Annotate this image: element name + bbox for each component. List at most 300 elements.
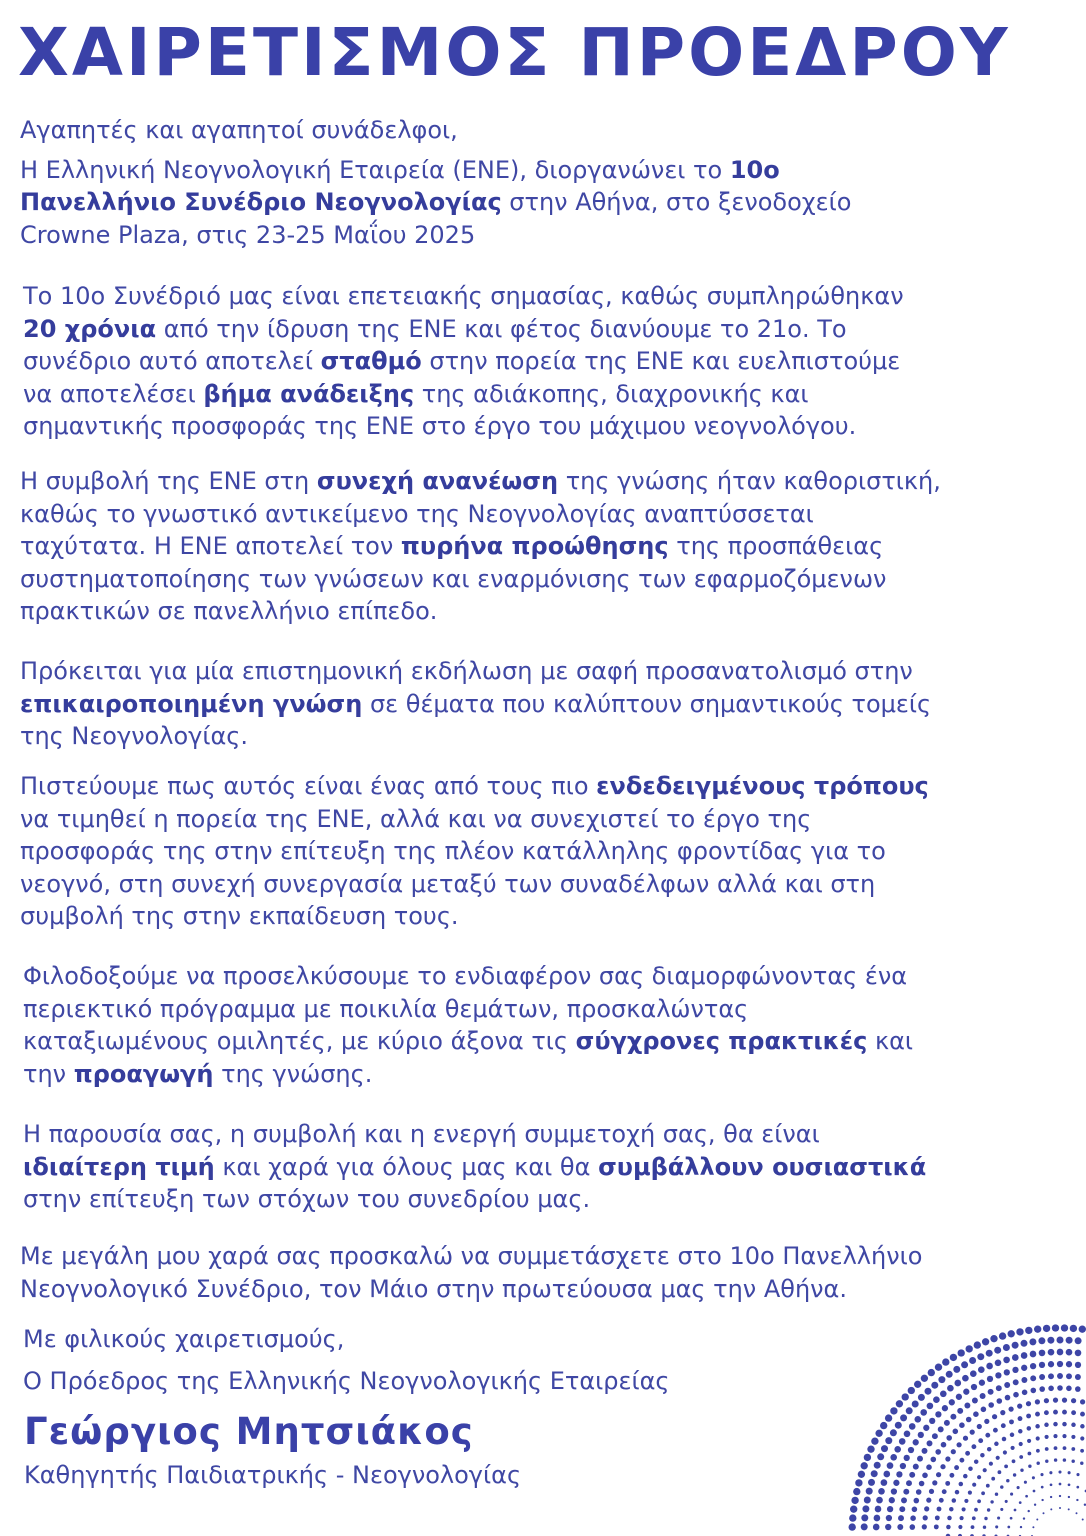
ornament-dot: [959, 1482, 964, 1487]
ornament-dot: [1036, 1436, 1040, 1440]
ornament-dot: [910, 1515, 916, 1521]
ornament-dot: [1027, 1426, 1032, 1431]
ornament-dot: [929, 1489, 934, 1494]
ornament-dot: [1012, 1459, 1016, 1463]
ornament-dot: [1080, 1436, 1084, 1440]
ornament-dot: [1009, 1419, 1014, 1424]
ornament-dot: [1026, 1414, 1031, 1419]
ornament-dot: [900, 1463, 906, 1469]
ornament-dot: [1075, 1362, 1081, 1368]
ornament-dot: [895, 1422, 902, 1429]
ornament-dot: [1045, 1459, 1048, 1462]
ornament-dot: [896, 1400, 903, 1407]
ornament-dot: [953, 1366, 960, 1373]
ornament-dot: [1021, 1365, 1027, 1371]
ornament-dot: [1076, 1499, 1078, 1501]
ornament-dot: [935, 1411, 941, 1417]
ornament-dot: [1007, 1526, 1010, 1529]
ornament-dot: [981, 1407, 987, 1413]
ornament-dot: [880, 1422, 887, 1429]
ornament-dot: [1041, 1486, 1044, 1489]
ornament-dot: [983, 1468, 987, 1472]
ornament-dot: [914, 1381, 921, 1388]
ornament-dot: [920, 1409, 927, 1416]
ornament-dot: [958, 1525, 962, 1529]
ornament-dot: [1036, 1519, 1038, 1521]
ornament-dot: [945, 1456, 950, 1461]
ornament-dot: [891, 1488, 897, 1494]
ornament-dot: [965, 1451, 970, 1456]
ornament-dot: [1052, 1324, 1059, 1331]
ornament-dot: [885, 1524, 891, 1530]
ornament-dot: [1071, 1435, 1075, 1439]
ornament-dot: [1080, 1424, 1085, 1429]
ornament-dot: [883, 1471, 890, 1478]
ornament-dot: [1008, 1330, 1015, 1337]
ornament-dot: [998, 1470, 1002, 1474]
ornament-dot: [897, 1524, 903, 1530]
ornament-dot: [974, 1508, 978, 1512]
ornament-dot: [971, 1444, 976, 1449]
ornament-dot: [867, 1446, 874, 1453]
ornament-dot: [1019, 1442, 1023, 1446]
ornament-dot: [1066, 1386, 1072, 1392]
ornament-dot: [1057, 1337, 1064, 1344]
ornament-dot: [1080, 1449, 1084, 1453]
ornament-dot: [1054, 1446, 1058, 1450]
ornament-dot: [1028, 1464, 1031, 1467]
ornament-dot: [966, 1345, 973, 1352]
ornament-dot: [984, 1517, 987, 1520]
paragraph-scientific-event: Πρόκειται για μία επιστημονική εκδήλωση με σαφή προσανατολισμό στην επικαιροποιημένη γνώση σε θέματα που καλύπτουν σημαντικούς τομείς της Νεογνολογίας.: [20, 657, 932, 750]
ornament-dot: [1053, 1410, 1058, 1415]
ornament-dot: [1075, 1350, 1082, 1357]
ornament-dot: [925, 1388, 932, 1395]
ornament-dot: [932, 1480, 937, 1485]
ornament-dot: [901, 1497, 907, 1503]
ornament-dot: [927, 1403, 934, 1410]
ornament-dot: [922, 1473, 928, 1479]
ornament-dot: [1047, 1337, 1054, 1344]
ornament-dot: [1003, 1344, 1010, 1351]
signature-role: Καθηγητής Παιδιατρικής - Νεογνολογίας: [24, 1461, 522, 1489]
ornament-dot: [962, 1375, 969, 1382]
ornament-dot: [942, 1405, 948, 1411]
ornament-dot: [933, 1396, 940, 1403]
ornament-dot: [999, 1332, 1006, 1339]
ornament-dot: [1004, 1382, 1010, 1388]
ornament-dot: [1048, 1361, 1054, 1367]
ornament-dot: [986, 1363, 993, 1370]
ornament-dot: [1019, 1501, 1022, 1504]
page-title: ΧΑΙΡΕΤΙΣΜΟΣ ΠΡΟΕΔΡΟΥ: [18, 14, 1011, 91]
ornament-dot: [877, 1453, 884, 1460]
ornament-dot: [861, 1523, 868, 1530]
ornament-dot: [1010, 1493, 1013, 1496]
ornament-dot: [864, 1454, 871, 1461]
ornament-dot: [922, 1448, 928, 1454]
ornament-dot: [954, 1465, 959, 1470]
ornament-dot: [1032, 1476, 1035, 1479]
ornament-dot: [881, 1479, 888, 1486]
ornament-dot: [1076, 1512, 1078, 1514]
ornament-dot: [981, 1491, 985, 1495]
ornament-dot: [1054, 1458, 1057, 1461]
ornament-dot: [1039, 1362, 1045, 1368]
ornament-dot: [1016, 1328, 1023, 1335]
intro-block: [20, 114, 1070, 251]
ornament-dot: [926, 1497, 931, 1502]
ornament-dot: [971, 1525, 975, 1529]
ornament-dot: [1039, 1350, 1046, 1357]
ornament-dot: [954, 1380, 961, 1387]
ornament-dot: [890, 1407, 897, 1414]
ornament-dot: [978, 1366, 985, 1373]
ornament-dot: [1059, 1507, 1061, 1509]
ornament-dot: [928, 1369, 935, 1376]
ornament-dot: [1076, 1473, 1079, 1476]
intro-line-3: Crowne Plaza, στις 23-25 Μαΐου 2025: [20, 220, 476, 249]
ornament-dot: [1030, 1351, 1037, 1358]
ornament-dot: [1066, 1361, 1072, 1367]
ornament-dot: [1059, 1483, 1062, 1486]
ornament-dot: [1020, 1526, 1022, 1528]
ornament-dot: [850, 1506, 857, 1513]
ornament-dot: [910, 1524, 916, 1530]
ornament-dot: [996, 1385, 1002, 1391]
ornament-dot: [944, 1420, 950, 1426]
ornament-dot: [977, 1424, 982, 1429]
ornament-dot: [949, 1473, 954, 1478]
ornament-dot: [945, 1481, 950, 1486]
ornament-dot: [887, 1506, 893, 1512]
ornament-dot: [1014, 1509, 1017, 1512]
ornament-dot: [1068, 1471, 1071, 1474]
ornament-dot: [889, 1497, 895, 1503]
ornament-dot: [1044, 1410, 1049, 1415]
ornament-dot: [1075, 1386, 1081, 1392]
ornament-dot: [858, 1471, 865, 1478]
ornament-dot: [1000, 1410, 1005, 1415]
ornament-dot: [980, 1393, 986, 1399]
ornament-dot: [1079, 1326, 1086, 1333]
ornament-dot: [894, 1446, 901, 1453]
ornament-dot: [1036, 1461, 1039, 1464]
ornament-dot: [861, 1514, 868, 1521]
ornament-dot: [1043, 1512, 1045, 1514]
ornament-dot: [969, 1357, 976, 1364]
ornament-dot: [912, 1401, 919, 1408]
ornament-dot: [946, 1435, 952, 1441]
paragraph-program: Φιλοδοξούμε να προσελκύσουμε το ενδιαφέρον σας διαμορφώνοντας ένα περιεκτικό πρόγραμμα με ποικιλία θεμάτων, προσκαλώντας καταξιωμένους ομιλητές, με κύριο άξονα τις σύγχρονες πρακτικές και την προαγωγή της γνώσης.: [23, 962, 914, 1088]
ornament-dot: [995, 1359, 1002, 1366]
ornament-dot: [994, 1442, 999, 1447]
ornament-dot: [988, 1402, 994, 1408]
ornament-dot: [959, 1458, 964, 1463]
ornament-dot: [961, 1361, 968, 1368]
ornament-dot: [1005, 1395, 1011, 1401]
ornament-dot: [949, 1399, 955, 1405]
ornament-dot: [899, 1438, 906, 1445]
ornament-dot: [1033, 1490, 1036, 1493]
ornament-dot: [977, 1499, 981, 1503]
ornament-dot: [939, 1498, 944, 1503]
ornament-dot: [1028, 1452, 1032, 1456]
ornament-dot: [1004, 1465, 1008, 1469]
ornament-dot: [942, 1358, 949, 1365]
ornament-dot: [968, 1466, 973, 1471]
ornament-dot: [1002, 1437, 1007, 1442]
ornament-dot: [873, 1524, 880, 1531]
ornament-dot: [1001, 1423, 1006, 1428]
ornament-dot: [1012, 1354, 1019, 1361]
ornament-dot: [986, 1484, 990, 1488]
ornament-dot: [950, 1414, 956, 1420]
ornament-dot: [941, 1442, 947, 1448]
dotted-arc-ornament-icon: [740, 1300, 1086, 1536]
ornament-dot: [876, 1497, 883, 1504]
ornament-dot: [1039, 1374, 1045, 1380]
ornament-dot: [1013, 1473, 1016, 1476]
ornament-dot: [890, 1429, 897, 1436]
ornament-dot: [963, 1474, 968, 1479]
ornament-dot: [974, 1341, 981, 1348]
ornament-dot: [899, 1506, 905, 1512]
ornament-dot: [936, 1472, 941, 1477]
ornament-dot: [893, 1480, 899, 1486]
paragraph-contribution: Η συμβολή της ΕΝΕ στη συνεχή ανανέωση της γνώσης ήταν καθοριστική, καθώς το γνωστικό αντικείμενο της Νεογνολογίας αναπτύσσεται ταχύτατα. Η ΕΝΕ αποτελεί τον πυρήνα προώθησης της προσπάθειας συστηματοποίησης των γνώσεων και εναρμόνισης των εφαρμοζόμενων πρακτικών σε πανελλήνιο επίπεδο.: [20, 467, 941, 625]
ornament-dot: [1061, 1324, 1068, 1331]
ornament-dot: [1050, 1496, 1052, 1498]
ornament-dot: [909, 1472, 915, 1478]
ornament-dot: [990, 1335, 997, 1342]
ornament-dot: [1063, 1458, 1066, 1461]
ornament-dot: [929, 1418, 935, 1424]
ornament-dot: [913, 1439, 919, 1445]
ornament-dot: [982, 1338, 989, 1345]
closing-regards: Με φιλικούς χαιρετισμούς,: [23, 1325, 345, 1353]
ornament-dot: [1076, 1486, 1079, 1489]
ornament-dot: [866, 1488, 873, 1495]
ornament-dot: [904, 1430, 911, 1437]
ornament-dot: [1030, 1363, 1036, 1369]
ornament-dot: [938, 1376, 945, 1383]
ornament-dot: [987, 1508, 990, 1511]
ornament-dot: [946, 1371, 953, 1378]
ornament-dot: [864, 1497, 871, 1504]
ornament-dot: [1035, 1399, 1040, 1404]
ornament-dot: [851, 1497, 858, 1504]
ornament-dot: [921, 1375, 928, 1382]
ornament-dot: [926, 1464, 932, 1470]
ornament-dot: [1003, 1450, 1007, 1454]
ornament-dot: [996, 1456, 1000, 1460]
ornament-dot: [1049, 1471, 1052, 1474]
ornament-dot: [970, 1429, 975, 1434]
ornament-dot: [881, 1445, 888, 1452]
ornament-dot: [972, 1483, 976, 1487]
ornament-dot: [997, 1398, 1003, 1404]
ornament-dot: [1080, 1412, 1085, 1417]
ornament-dot: [1005, 1500, 1008, 1503]
ornament-dot: [989, 1462, 993, 1466]
ornament-dot: [979, 1380, 985, 1386]
ornament-dot: [986, 1350, 993, 1357]
ornament-dot: [1071, 1398, 1076, 1403]
intro-line-1: Η Ελληνική Νεογνολογική Εταιρεία (ΕΝΕ), διοργανώνει το 10ο: [20, 155, 780, 184]
ornament-dot: [1063, 1446, 1067, 1450]
ornament-dot: [972, 1516, 976, 1520]
ornament-dot: [985, 1433, 990, 1438]
ornament-dot: [923, 1425, 929, 1431]
ornament-dot: [1066, 1337, 1073, 1344]
paragraph-belief: Πιστεύουμε πως αυτός είναι ένας από τους πιο ενδεδειγμένους τρόπους να τιμηθεί η πορεία της ΕΝΕ, αλλά και να συνεχιστεί το έργο της προσφοράς της στην επίτευξη της πλέον κατάλληλης φροντίδας για το νεογνό, στη συνεχή συνεργασία μεταξύ των συναδέλφων αλλά και στη συμβολή της στην εκπαίδευση τους.: [20, 772, 929, 930]
ornament-dot: [990, 1500, 993, 1503]
ornament-dot: [938, 1426, 944, 1432]
ornament-dot: [1058, 1470, 1061, 1473]
ornament-dot: [1044, 1423, 1049, 1428]
ornament-dot: [887, 1462, 894, 1469]
ornament-dot: [953, 1429, 959, 1435]
signature-name: Γεώργιος Μητσιάκος: [24, 1410, 474, 1453]
ornament-dot: [956, 1442, 961, 1447]
ornament-dot: [1000, 1485, 1003, 1488]
ornament-dot: [917, 1456, 923, 1462]
ornament-dot: [862, 1505, 869, 1512]
ornament-dot: [1062, 1434, 1066, 1438]
ornament-dot: [991, 1477, 995, 1481]
ornament-dot: [940, 1390, 947, 1397]
ornament-dot: [995, 1525, 998, 1528]
paragraph-participation: Η παρουσία σας, η συμβολή και η ενεργή συμμετοχή σας, θα είναι ιδιαίτερη τιμή και χαρά για όλους μας και θα συμβάλλουν ουσιαστικά στην επίτευξη των στόχων του συνεδρίου μας.: [23, 1120, 927, 1213]
ornament-dot: [1023, 1517, 1025, 1519]
ornament-dot: [1006, 1479, 1009, 1482]
ornament-dot: [874, 1462, 881, 1469]
ornament-dot: [1031, 1388, 1037, 1394]
ornament-dot: [995, 1372, 1001, 1378]
ornament-dot: [1071, 1459, 1074, 1462]
ornament-dot: [1028, 1510, 1030, 1512]
ornament-dot: [1053, 1434, 1057, 1438]
ornament-dot: [849, 1514, 856, 1521]
ornament-dot: [924, 1506, 929, 1511]
ornament-dot: [1053, 1422, 1058, 1427]
ornament-dot: [947, 1385, 954, 1392]
ornament-dot: [913, 1464, 919, 1470]
ornament-dot: [1075, 1374, 1081, 1380]
ornament-dot: [937, 1507, 942, 1512]
ornament-dot: [853, 1488, 860, 1495]
ornament-dot: [1062, 1422, 1067, 1427]
ornament-dot: [1080, 1461, 1083, 1464]
ornament-dot: [1071, 1410, 1076, 1415]
ornament-dot: [1019, 1455, 1023, 1459]
ornament-dot: [1021, 1340, 1028, 1347]
ornament-dot: [977, 1353, 984, 1360]
ornament-dot: [1021, 1377, 1027, 1383]
ornament-dot: [922, 1524, 927, 1529]
ornament-dot: [927, 1440, 933, 1446]
paragraph-invitation: Με μεγάλη μου χαρά σας προσκαλώ να συμμετάσχετε στο 10ο Πανελλήνιο Νεογνολογικό Συνέδριο, τον Μάιο στην πρωτεύουσα μας την Αθήνα.: [20, 1242, 923, 1303]
ornament-dot: [1020, 1468, 1023, 1471]
ornament-dot: [958, 1349, 965, 1356]
ornament-dot: [1029, 1338, 1036, 1345]
ornament-dot: [1043, 1325, 1050, 1332]
ornament-dot: [931, 1457, 937, 1463]
ornament-dot: [849, 1523, 856, 1530]
ornament-dot: [970, 1370, 977, 1377]
ornament-dot: [875, 1506, 882, 1513]
ornament-dot: [1080, 1399, 1085, 1404]
ornament-dot: [908, 1387, 915, 1394]
ornament-dot: [931, 1382, 938, 1389]
ornament-dot: [1017, 1403, 1022, 1408]
ornament-dot: [980, 1453, 985, 1458]
ornament-dot: [923, 1515, 928, 1520]
ornament-dot: [1048, 1386, 1054, 1392]
ornament-dot: [966, 1417, 972, 1423]
ornament-dot: [1066, 1349, 1073, 1356]
ornament-dot: [1048, 1349, 1055, 1356]
ornament-dot: [962, 1507, 966, 1511]
ornament-dot: [955, 1490, 960, 1495]
ornament-dot: [1013, 1379, 1019, 1385]
ornament-dot: [871, 1438, 878, 1445]
ornament-dot: [1041, 1499, 1043, 1501]
ornament-dot: [1044, 1398, 1049, 1403]
ornament-dot: [1030, 1375, 1036, 1381]
ornament-dot: [992, 1414, 997, 1419]
ornament-dot: [1048, 1373, 1054, 1379]
ornament-dot: [874, 1515, 881, 1522]
ornament-dot: [914, 1498, 920, 1504]
ornament-dot: [904, 1455, 910, 1461]
ornament-dot: [1040, 1473, 1043, 1476]
ornament-dot: [1010, 1433, 1015, 1438]
ornament-dot: [1018, 1429, 1023, 1434]
ornament-dot: [875, 1430, 882, 1437]
ornament-dot: [987, 1447, 992, 1452]
ornament-dot: [900, 1414, 907, 1421]
ornament-dot: [886, 1515, 892, 1521]
ornament-dot: [957, 1408, 963, 1414]
ornament-dot: [963, 1389, 969, 1395]
ornament-dot: [942, 1489, 947, 1494]
ornament-dot: [1068, 1496, 1070, 1498]
ornament-dot: [1013, 1392, 1019, 1398]
ornament-dot: [1068, 1508, 1070, 1510]
ornament-dot: [890, 1454, 897, 1461]
ornament-dot: [1022, 1390, 1028, 1396]
ornament-dot: [940, 1464, 945, 1469]
ornament-dot: [1045, 1435, 1049, 1439]
ornament-dot: [1026, 1401, 1031, 1406]
ornament-dot: [868, 1479, 875, 1486]
ornament-dot: [988, 1389, 994, 1395]
ornament-dot: [903, 1489, 909, 1495]
ornament-dot: [1053, 1397, 1058, 1402]
ornament-dot: [896, 1471, 902, 1477]
ornament-dot: [878, 1488, 885, 1495]
intro-line-2: Πανελλήνιο Συνέδριο Νεογνολογίας στην Αθήνα, στο ξενοδοχείο: [20, 188, 852, 216]
ornament-dot: [1010, 1517, 1013, 1520]
ornament-dot: [1082, 1519, 1084, 1521]
ornament-dot: [946, 1525, 951, 1530]
ornament-dot: [1045, 1447, 1049, 1451]
ornament-dot: [959, 1422, 965, 1428]
ornament-dot: [861, 1462, 868, 1469]
ornament-dot: [995, 1492, 998, 1495]
